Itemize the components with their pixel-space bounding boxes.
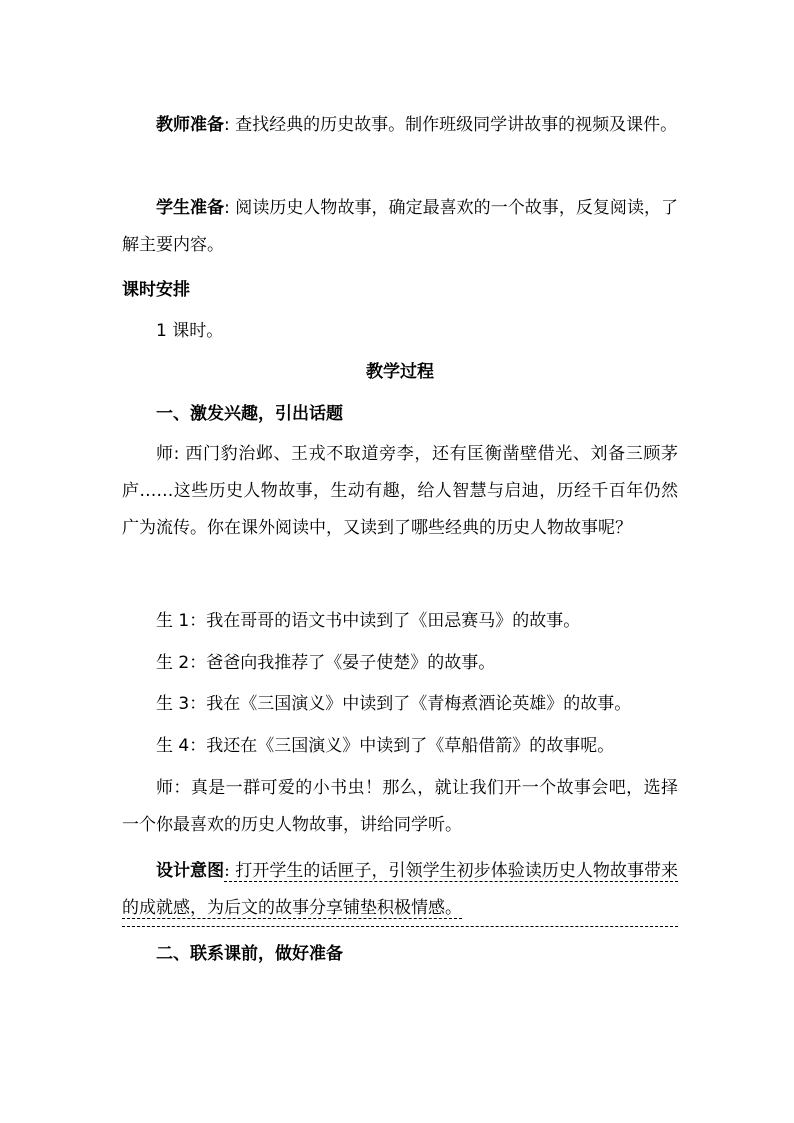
teacher-intro-paragraph: 师: 西门豹治邺、王戎不取道旁李，还有匡衡凿壁借光、刘备三顾茅庐……这些历史人物故事，生动有趣，给人智慧与启迪，历经千百年仍然广为流传。你在课外阅读中，又读到了哪些经典的历史人物故事呢？ bbox=[122, 444, 678, 538]
schedule-heading: 课时安排 bbox=[122, 280, 190, 300]
student-2-label: 生 2 bbox=[156, 653, 190, 673]
student-prep-label: 学生准备 bbox=[156, 198, 225, 218]
student-2-text: ：爸爸向我推荐了《晏子使楚》的故事。 bbox=[189, 653, 496, 673]
student-prep-text: : 阅读历史人物故事，确定最喜欢的一个故事，反复阅读，了解主要内容。 bbox=[122, 198, 678, 255]
student-1-line bbox=[122, 603, 678, 640]
section-2-heading: 二、联系课前，做好准备 bbox=[156, 944, 343, 964]
design-intent-paragraph bbox=[122, 853, 678, 927]
student-4-label: 生 4 bbox=[156, 736, 190, 756]
student-3-line bbox=[122, 686, 678, 723]
student-3-label: 生 3 bbox=[156, 694, 190, 714]
teacher-prep-paragraph bbox=[122, 107, 678, 144]
design-intent-text: : 打开学生的话匣子，引领学生初步体验读历史人物故事带来的成就感，为后文的故事分享铺垫积极情感。 bbox=[122, 861, 678, 918]
teacher-reply-paragraph: 师：真是一群可爱的小书虫！那么，就让我们开一个故事会吧，选择一个你最喜欢的历史人物故事，讲给同学听。 bbox=[122, 778, 678, 835]
section-divider bbox=[122, 926, 678, 927]
design-intent-label: 设计意图 bbox=[156, 861, 225, 881]
student-4-line bbox=[122, 728, 678, 765]
student-1-label: 生 1 bbox=[156, 611, 190, 631]
schedule-text: 1 课时。 bbox=[156, 321, 224, 341]
student-4-text: ：我还在《三国演义》中读到了《草船借箭》的故事呢。 bbox=[189, 736, 615, 756]
teacher-prep-label: 教师准备 bbox=[156, 115, 224, 135]
section-1-heading: 一、激发兴趣，引出话题 bbox=[156, 404, 343, 424]
process-title: 教学过程 bbox=[366, 362, 434, 382]
student-prep-paragraph bbox=[122, 190, 678, 264]
student-1-text: ：我在哥哥的语文书中读到了《田忌赛马》的故事。 bbox=[189, 611, 581, 631]
student-3-text: ：我在《三国演义》中读到了《青梅煮酒论英雄》的故事。 bbox=[189, 694, 632, 714]
teacher-prep-text: : 查找经典的历史故事。制作班级同学讲故事的视频及课件。 bbox=[224, 115, 678, 135]
student-2-line bbox=[122, 645, 678, 682]
